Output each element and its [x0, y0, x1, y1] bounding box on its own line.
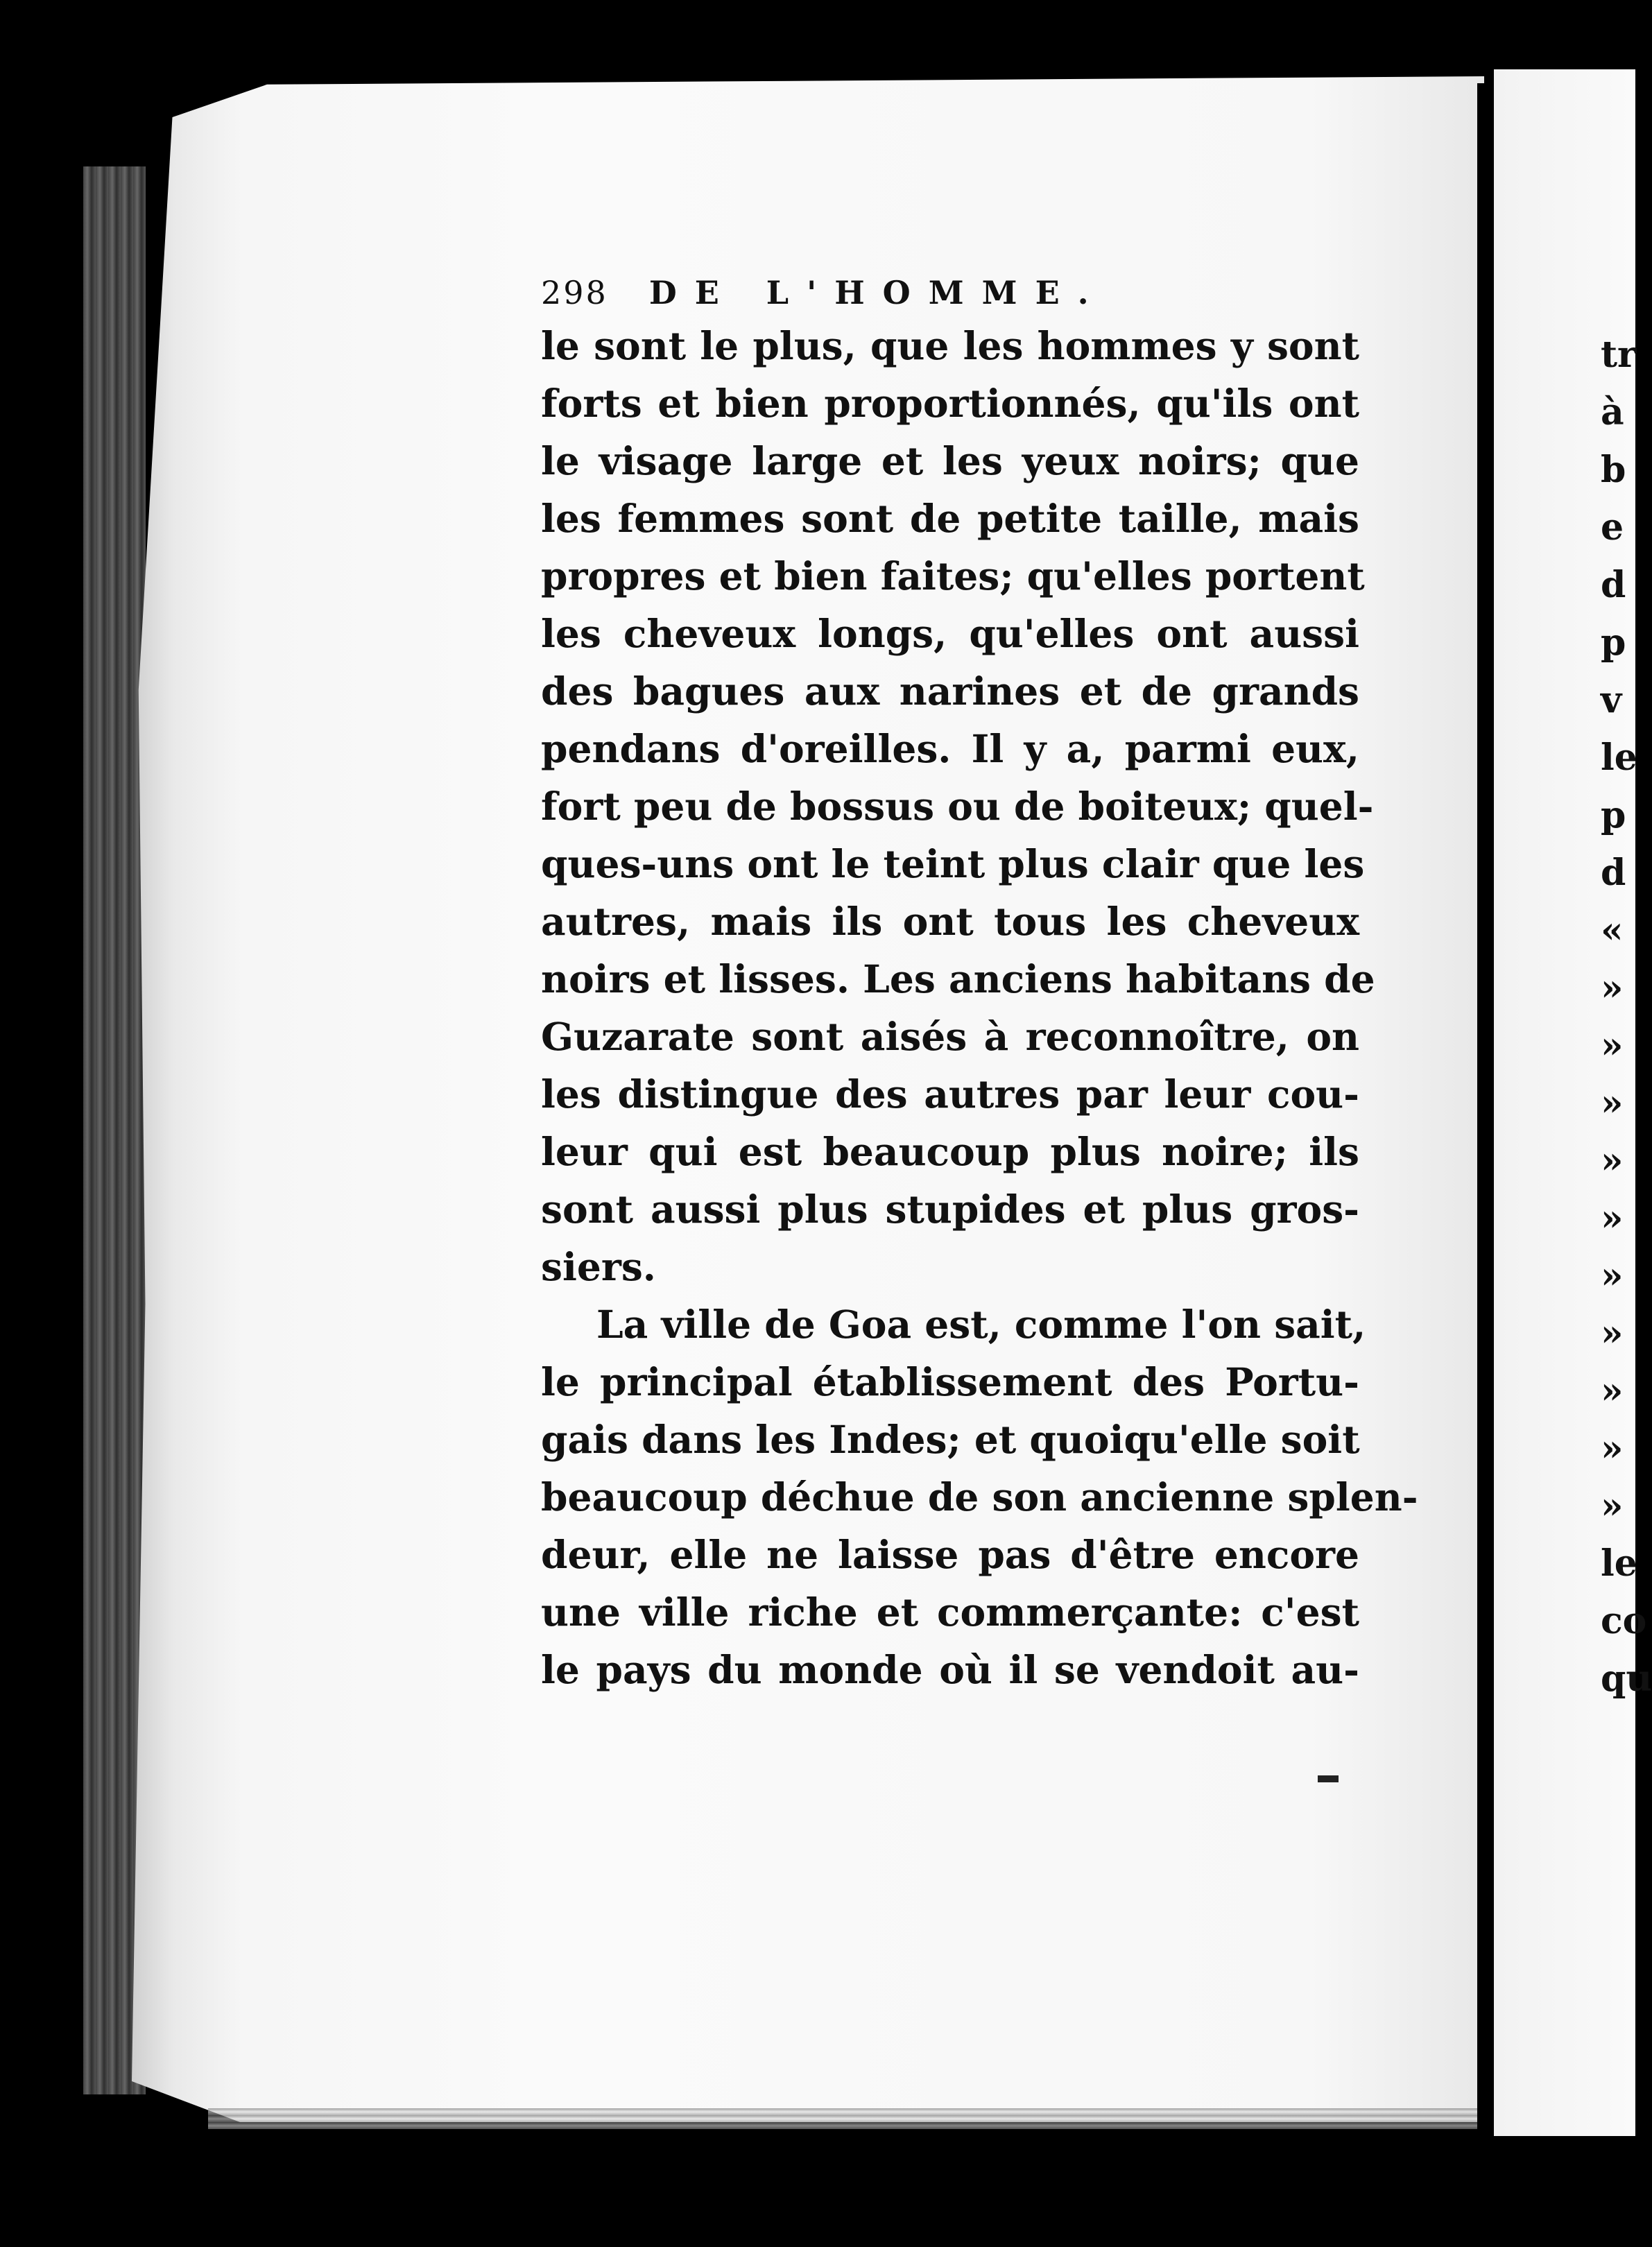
page-bottom-edge [208, 2108, 1477, 2129]
fragment-line: » [1601, 1255, 1624, 1297]
ink-speck [1318, 1775, 1339, 1782]
fragment-line: » [1601, 1312, 1624, 1354]
text-line: beaucoup déchue de son ancienne splen- [541, 1474, 1418, 1519]
book-gutter [1477, 83, 1494, 2136]
text-line: Guzarate sont aisés à reconnoître, on [541, 1014, 1359, 1059]
fragment-line: » [1601, 1427, 1624, 1470]
fragment-line: b [1601, 449, 1626, 491]
text-line: autres, mais ils ont tous les cheveux [541, 899, 1359, 944]
text-line: gais dans les Indes; et quoiqu'elle soit [541, 1417, 1360, 1462]
fragment-line: d [1601, 564, 1626, 606]
text-line: sont aussi plus stupides et plus gros- [541, 1187, 1359, 1232]
text-line: les femmes sont de petite taille, mais [541, 496, 1359, 541]
right-page-cropped-text [1601, 326, 1652, 1707]
text-line: le principal établissement des Portu- [541, 1359, 1359, 1404]
fragment-line: » [1601, 967, 1624, 1009]
fragment-line: p [1601, 794, 1626, 836]
text-line: propres et bien faites; qu'elles portent [541, 553, 1365, 599]
fragment-line: à [1601, 391, 1624, 433]
text-line: les distingue des autres par leur cou- [541, 1071, 1359, 1117]
text-line: pendans d'oreilles. Il y a, parmi eux, [541, 726, 1359, 771]
paragraph-start-line: La ville de Goa est, comme l'on sait, [596, 1302, 1366, 1347]
fragment-line: co [1601, 1600, 1647, 1642]
fragment-line: « [1601, 909, 1624, 952]
page-stack-edge [83, 166, 146, 2094]
fragment-line: p [1601, 621, 1626, 664]
fragment-line: e [1601, 506, 1624, 549]
fragment-line: tr [1601, 334, 1637, 376]
fragment-line: le [1601, 1542, 1637, 1585]
fragment-line: » [1601, 1024, 1624, 1067]
fragment-line: v [1601, 679, 1622, 721]
fragment-line: » [1601, 1082, 1624, 1124]
text-line: forts et bien proportionnés, qu'ils ont [541, 381, 1359, 426]
text-line: le pays du monde où il se vendoit au- [541, 1647, 1359, 1692]
text-line: des bagues aux narines et de grands [541, 669, 1359, 714]
text-line: noirs et lisses. Les anciens habitans de [541, 956, 1375, 1001]
text-line: leur qui est beaucoup plus noire; ils [541, 1129, 1359, 1174]
text-line: ques-uns ont le teint plus clair que les [541, 841, 1365, 886]
text-line: deur, elle ne laisse pas d'être encore [541, 1532, 1359, 1577]
fragment-line: » [1601, 1197, 1624, 1239]
fragment-line: » [1601, 1370, 1624, 1412]
running-header [541, 274, 1359, 317]
fragment-line: qu [1601, 1658, 1652, 1700]
page-number: 298 [541, 274, 608, 311]
text-line: le visage large et les yeux noirs; que [541, 438, 1359, 483]
left-page-text [541, 274, 1418, 1698]
fragment-line: d [1601, 852, 1626, 894]
text-line: siers. [541, 1244, 656, 1289]
text-line: le sont le plus, que les hommes y sont [541, 323, 1359, 368]
fragment-line: » [1601, 1139, 1624, 1182]
running-title: DE L'HOMME. [648, 274, 1107, 311]
fragment-line: » [1601, 1485, 1624, 1527]
fragment-line: le [1601, 737, 1637, 779]
text-line: une ville riche et commerçante: c'est [541, 1590, 1359, 1635]
text-line: les cheveux longs, qu'elles ont aussi [541, 611, 1359, 656]
text-line: fort peu de bossus ou de boiteux; quel- [541, 784, 1374, 829]
